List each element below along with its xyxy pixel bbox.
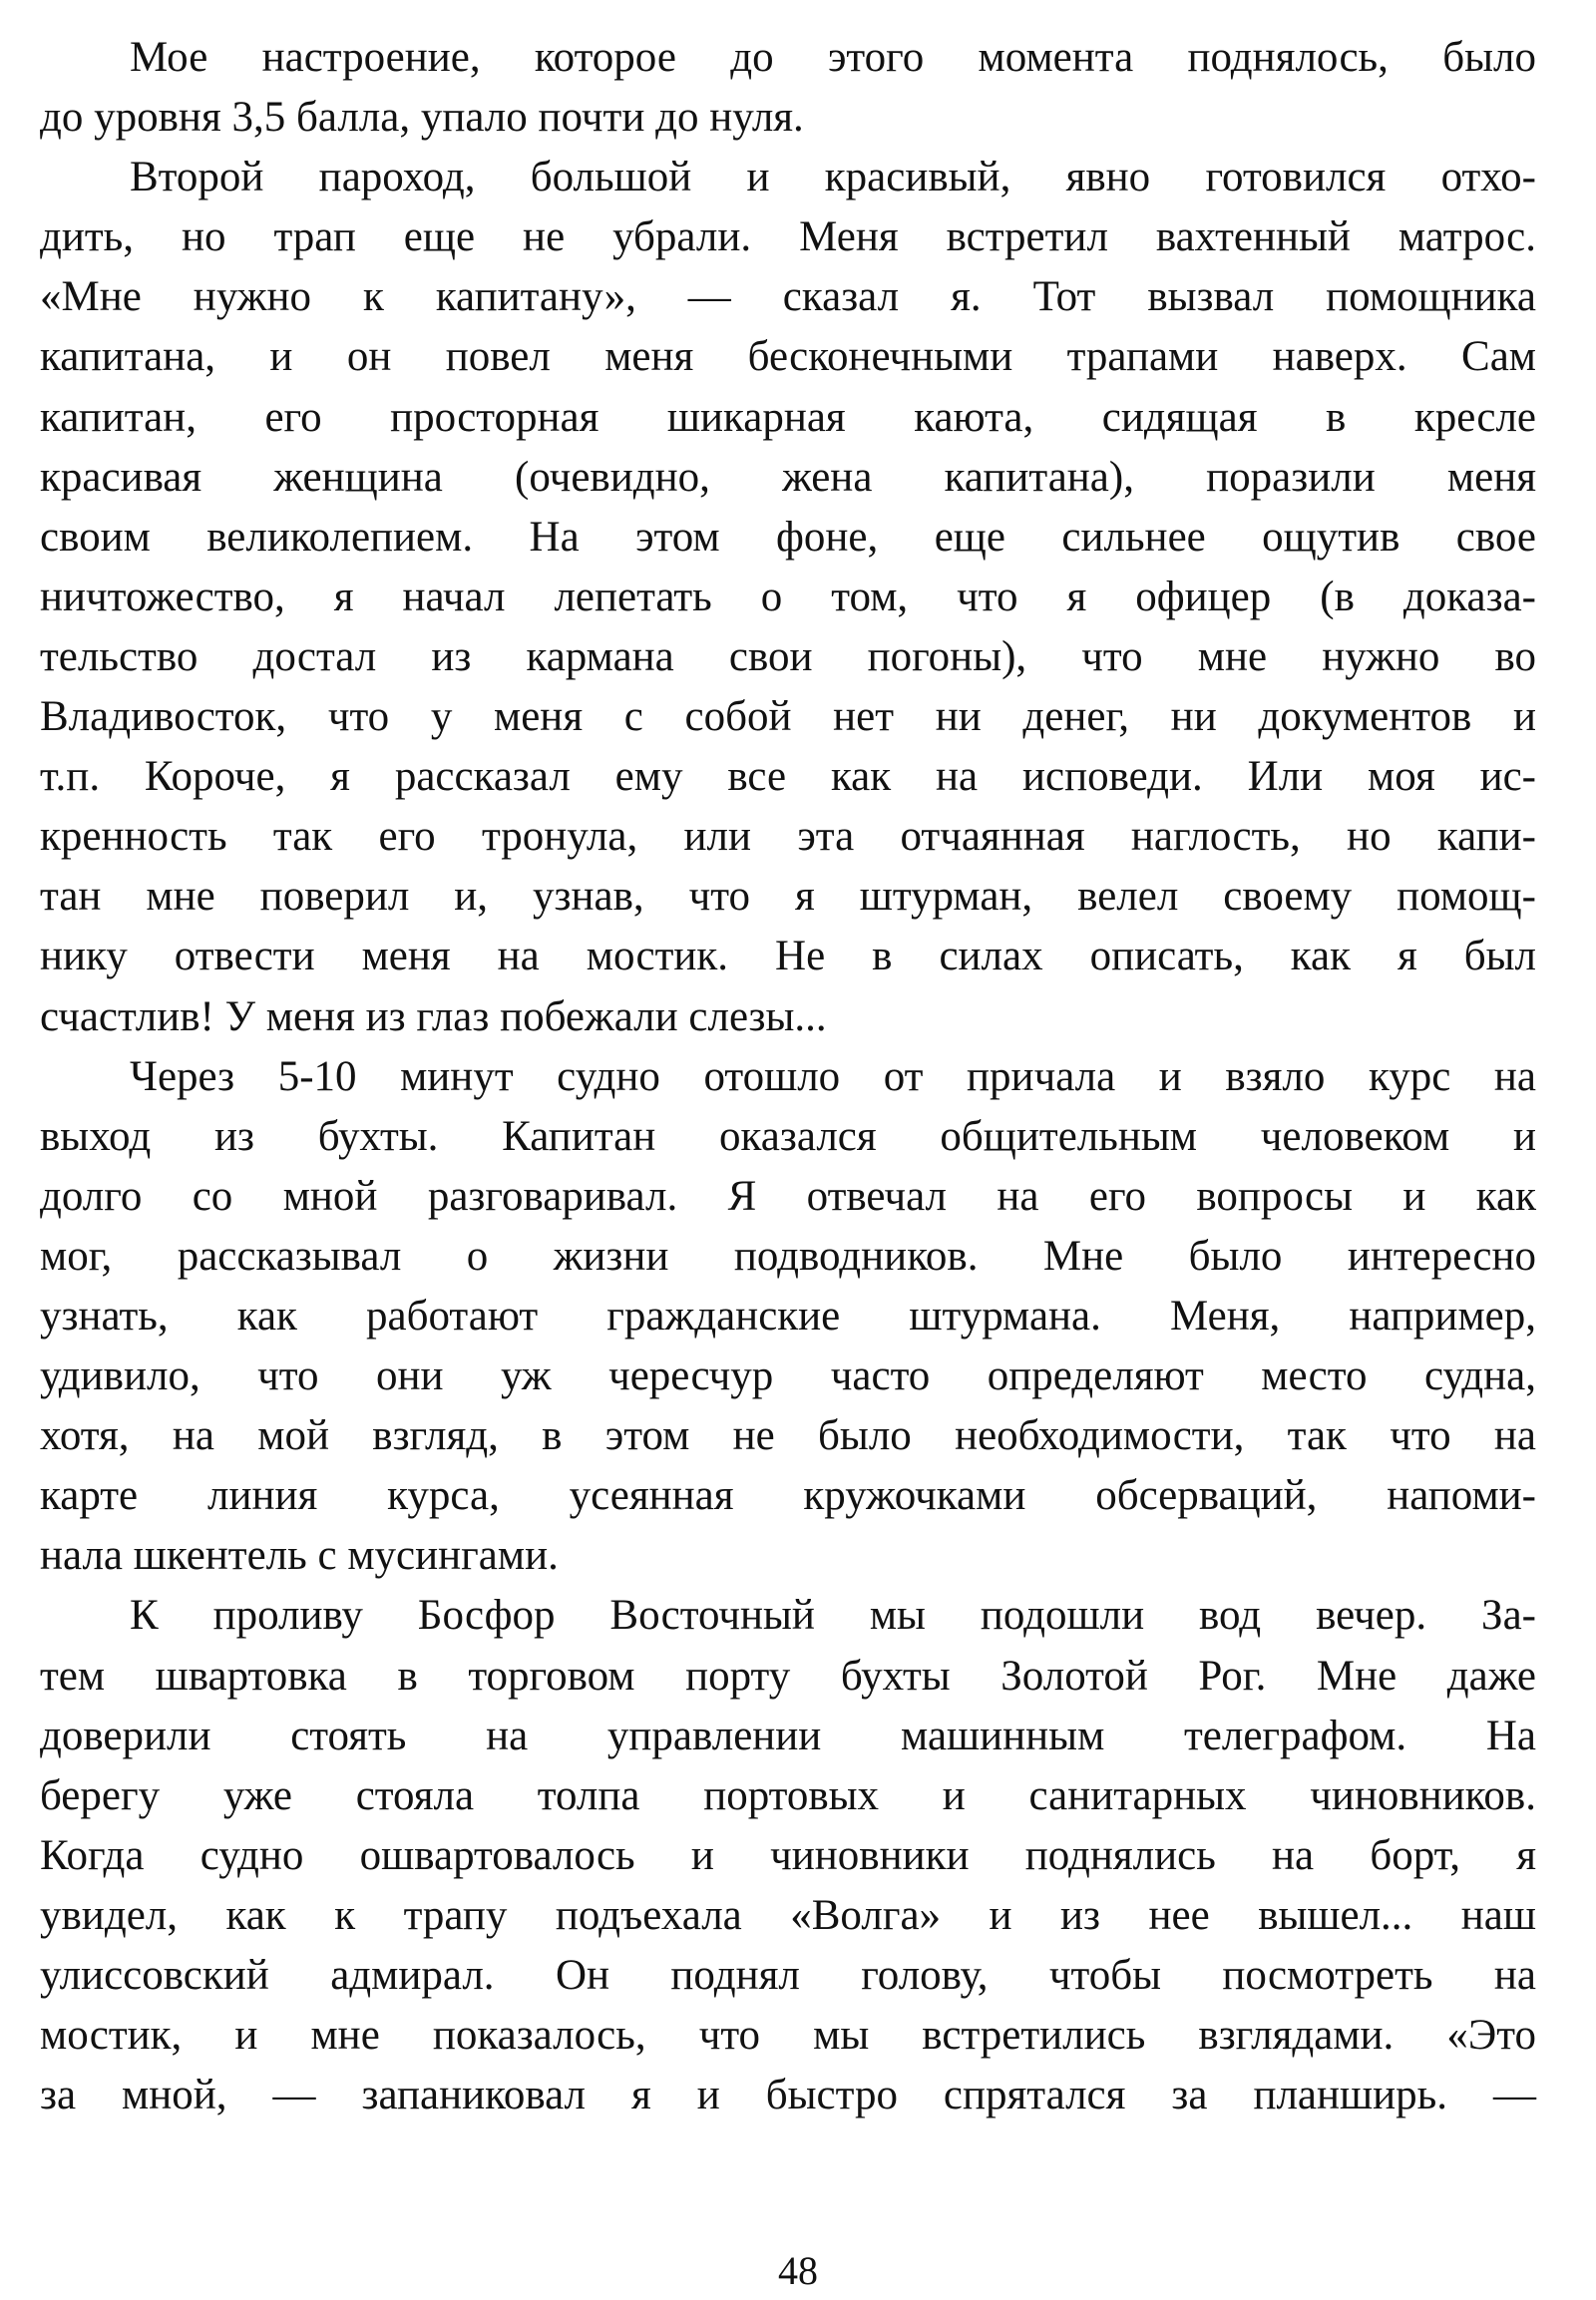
text-line: Мое настроение, которое до этого момента поднялось, было bbox=[130, 34, 1536, 81]
text-line: нику отвести меня на мостик. Не в силах описать, как я был bbox=[40, 933, 1536, 980]
text-line: мостик, и мне показалось, что мы встретились взглядами. «Это bbox=[40, 2012, 1536, 2060]
text-line: за мной, — запаниковал я и быстро спрятался за планширь. — bbox=[40, 2072, 1536, 2119]
text-line: своим великолепием. На этом фоне, еще сильнее ощутив свое bbox=[40, 513, 1536, 561]
paragraph bbox=[40, 28, 1536, 148]
text-line: тем швартовка в торговом порту бухты Золотой Рог. Мне даже bbox=[40, 1652, 1536, 1700]
text-line: капитана, и он повел меня бесконечными трапами наверх. Сам bbox=[40, 333, 1536, 381]
text-line: доверили стоять на управлении машинным телеграфом. На bbox=[40, 1712, 1536, 1759]
text-line: т.п. Короче, я рассказал ему все как на исповеди. Или моя ис- bbox=[40, 753, 1536, 801]
text-line: Второй пароход, большой и красивый, явно готовился отхо- bbox=[130, 154, 1536, 201]
text-line: ничтожество, я начал лепетать о том, что я офицер (в доказа- bbox=[40, 573, 1536, 620]
text-line: улиссовский адмирал. Он поднял голову, чтобы посмотреть на bbox=[40, 1952, 1536, 1999]
paragraph bbox=[40, 1047, 1536, 1587]
text-line: Владивосток, что у меня с собой нет ни денег, ни документов и bbox=[40, 693, 1536, 741]
text-line: тельство достал из кармана свои погоны), что мне нужно во bbox=[40, 632, 1536, 680]
text-line: узнать, как работают гражданские штурмана. Меня, например, bbox=[40, 1292, 1536, 1340]
paragraph bbox=[40, 148, 1536, 1046]
text-line: карте линия курса, усеянная кружочками обсерваций, напоми- bbox=[40, 1472, 1536, 1520]
page-number: 48 bbox=[778, 2248, 818, 2293]
text-line: Через 5-10 минут судно отошло от причала и взяло курс на bbox=[130, 1052, 1536, 1100]
text-line: дить, но трап еще не убрали. Меня встретил вахтенный матрос. bbox=[40, 213, 1536, 261]
text-line: «Мне нужно к капитану», — сказал я. Тот вызвал помощника bbox=[40, 273, 1536, 321]
text-line: мог, рассказывал о жизни подводников. Мне было интересно bbox=[40, 1232, 1536, 1280]
text-line: счастлив! У меня из глаз побежали слезы... bbox=[40, 992, 827, 1040]
text-line: хотя, на мой взгляд, в этом не было необходимости, так что на bbox=[40, 1412, 1536, 1460]
text-line: увидел, как к трапу подъехала «Волга» и из нее вышел... наш bbox=[40, 1891, 1536, 1939]
text-line: капитан, его просторная шикарная каюта, сидящая в кресле bbox=[40, 393, 1536, 441]
text-line: кренность так его тронула, или эта отчаянная наглость, но капи- bbox=[40, 813, 1536, 861]
text-line: красивая женщина (очевидно, жена капитана), поразили меня bbox=[40, 453, 1536, 501]
body-text bbox=[40, 28, 1536, 2125]
text-line: К проливу Босфор Восточный мы подошли вод вечер. За- bbox=[130, 1592, 1536, 1640]
paragraph bbox=[40, 1586, 1536, 2125]
text-line: берегу уже стояла толпа портовых и санитарных чиновников. bbox=[40, 1771, 1536, 1819]
text-line: тан мне поверил и, узнав, что я штурман, велел своему помощ- bbox=[40, 873, 1536, 921]
text-line: Когда судно ошвартовалось и чиновники поднялись на борт, я bbox=[40, 1831, 1536, 1879]
text-line: нала шкентель с мусингами. bbox=[40, 1532, 559, 1580]
text-line: до уровня 3,5 балла, упало почти до нуля. bbox=[40, 94, 804, 142]
text-line: долго со мной разговаривал. Я отвечал на его вопросы и как bbox=[40, 1172, 1536, 1220]
text-line: выход из бухты. Капитан оказался общительным человеком и bbox=[40, 1112, 1536, 1160]
text-line: удивило, что они уж чересчур часто определяют место судна, bbox=[40, 1352, 1536, 1400]
